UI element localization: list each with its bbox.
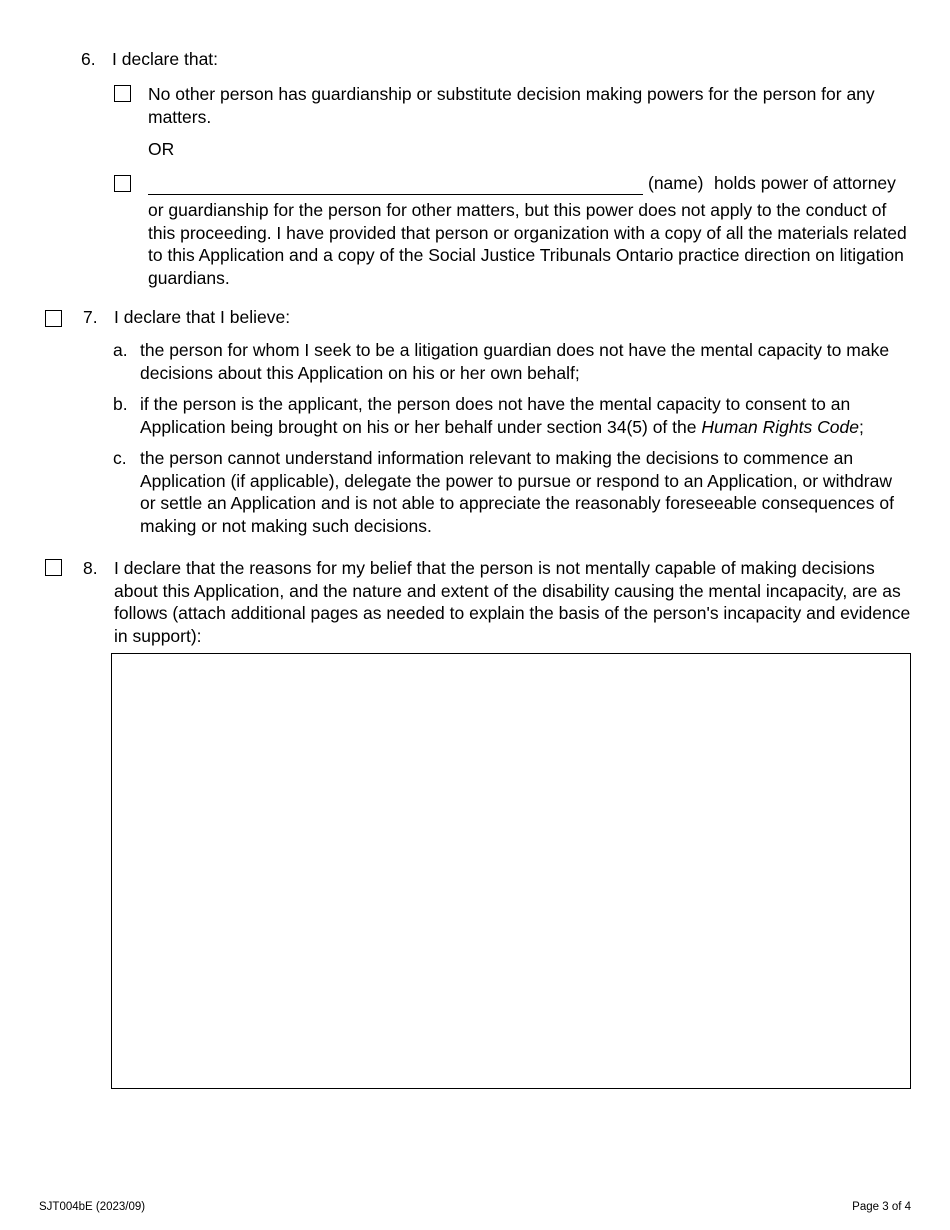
item8-text: I declare that the reasons for my belief that the person is not mentally capable of making decisions about this Application, and the nature and extent of the disability causing the mental incapacity, are as follows (attach additional pages as needed to explain the basis of the person's incapacity and evidence in support): <box>114 558 911 646</box>
item7-b-text <box>140 393 915 438</box>
human-rights-code-title: Human Rights Code <box>701 416 859 437</box>
item7-c-letter: c. <box>113 448 127 468</box>
item7-b-text-start: if the person is the applicant, the person does not have the mental capacity to consent to an Application being brought on his or her behalf under section 34(5) of the <box>140 394 851 437</box>
item6-number: 6. <box>81 49 96 69</box>
item6-option-b-checkbox[interactable] <box>114 175 131 192</box>
item6-heading: I declare that: <box>112 49 219 69</box>
item7-heading: I declare that I believe: <box>114 307 291 327</box>
item7-a-letter: a. <box>113 340 128 360</box>
name-input-line[interactable] <box>148 194 643 195</box>
item7-number: 7. <box>83 307 98 327</box>
item8-checkbox[interactable] <box>45 559 62 576</box>
page-number: Page 3 of 4 <box>852 1201 911 1213</box>
item7-c-text: the person cannot understand information relevant to making the decisions to commence an Application (if applicable), delegate the power to pursue or respond to an Application, or withdraw or settle an Application and is not able to appreciate the reasonably foreseeable consequences of making or not making such decisions. <box>140 448 894 536</box>
item7-checkbox[interactable] <box>45 310 62 327</box>
item6-option-b-text: or guardianship for the person for other matters, but this power does not apply to the conduct of this proceeding. I have provided that person or organization with a copy of all the materials related to this Application and a copy of the Social Justice Tribunals Ontario practice direction on litigation guardians. <box>148 200 907 288</box>
item6-or-label: OR <box>148 139 175 159</box>
item7-a-text: the person for whom I seek to be a litigation guardian does not have the mental capacity to make decisions about this Application on his or her own behalf; <box>140 340 890 383</box>
item7-b-letter: b. <box>113 394 128 414</box>
name-hint: (name) <box>648 173 704 193</box>
reasons-text-area[interactable] <box>111 653 911 1089</box>
item8-number: 8. <box>83 558 98 578</box>
option-b-first-line: holds power of attorney <box>714 173 896 193</box>
item7-b-text-end: ; <box>858 416 864 437</box>
item6-option-a-text: No other person has guardianship or substitute decision making powers for the person for any matters. <box>148 84 875 127</box>
item6-option-a-checkbox[interactable] <box>114 85 131 102</box>
form-code: SJT004bE (2023/09) <box>39 1201 146 1213</box>
